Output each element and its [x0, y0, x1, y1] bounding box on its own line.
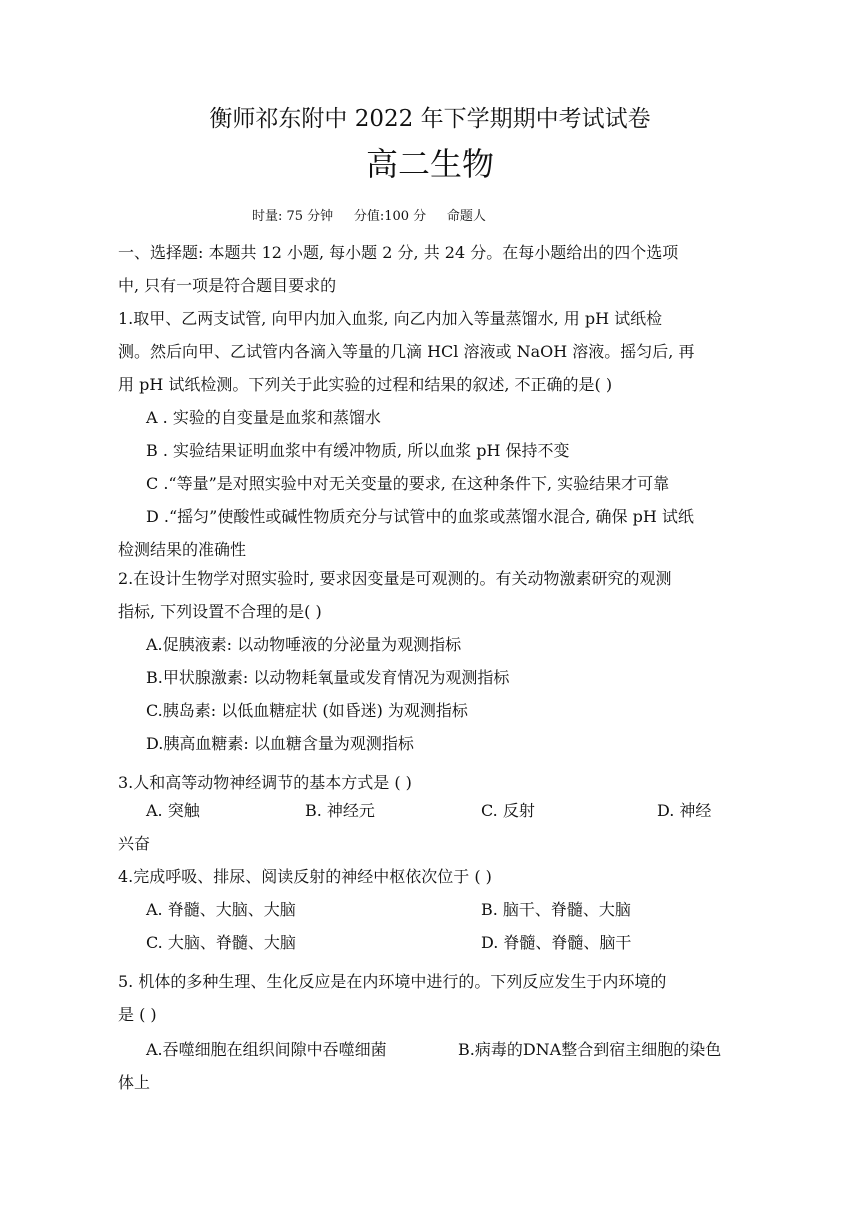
q3-option-d: D. 神经: [657, 801, 712, 820]
section-instructions-line-2: 中, 只有一项是符合题目要求的: [118, 276, 337, 295]
q4-option-c: C. 大脑、脊髓、大脑: [146, 933, 296, 952]
exam-meta-info: 时量: 75 分钟 分值:100 分 命题人: [252, 209, 486, 224]
q5-stem-line-1: 5. 机体的多种生理、生化反应是在内环境中进行的。下列反应发生于内环境的: [118, 972, 667, 991]
q2-option-c: C.胰岛素: 以低血糖症状 (如昏迷) 为观测指标: [146, 701, 468, 720]
q3-option-c: C. 反射: [481, 801, 535, 820]
q4-option-a: A. 脊髓、大脑、大脑: [146, 900, 296, 919]
q1-stem-line-3: 用 pH 试纸检测。下列关于此实验的过程和结果的叙述, 不正确的是( ): [118, 375, 613, 394]
q2-option-d: D.胰高血糖素: 以血糖含量为观测指标: [146, 734, 414, 753]
q5-option-b-wrap: 体上: [118, 1073, 151, 1092]
q3-stem: 3.人和高等动物神经调节的基本方式是 ( ): [118, 773, 412, 792]
q1-option-d-line-1: D .“摇匀”使酸性或碱性物质充分与试管中的血浆或蒸馏水混合, 确保 pH 试纸: [146, 507, 694, 526]
subject-title: 高二生物: [365, 145, 494, 183]
q1-option-b: B . 实验结果证明血浆中有缓冲物质, 所以血浆 pH 保持不变: [146, 441, 570, 460]
q3-option-b: B. 神经元: [305, 801, 375, 820]
exam-title: 衡师祁东附中 2022 年下学期期中考试试卷: [209, 106, 651, 132]
section-instructions-line-1: 一、选择题: 本题共 12 小题, 每小题 2 分, 共 24 分。在每小题给出的四个选项: [118, 243, 679, 262]
q4-stem: 4.完成呼吸、排尿、阅读反射的神经中枢依次位于 ( ): [118, 867, 492, 886]
q4-option-d: D. 脊髓、脊髓、脑干: [481, 933, 632, 952]
q5-stem-line-2: 是 ( ): [118, 1005, 157, 1024]
q5-option-b: B.病毒的DNA整合到宿主细胞的染色: [458, 1040, 722, 1059]
q1-option-c: C .“等量”是对照实验中对无关变量的要求, 在这种条件下, 实验结果才可靠: [146, 474, 670, 493]
q1-option-a: A . 实验的自变量是血浆和蒸馏水: [146, 408, 381, 427]
q2-stem-line-2: 指标, 下列设置不合理的是( ): [118, 602, 322, 621]
q4-option-b: B. 脑干、脊髓、大脑: [481, 900, 631, 919]
q2-option-a: A.促胰液素: 以动物唾液的分泌量为观测指标: [146, 635, 462, 654]
q3-option-a: A. 突触: [146, 801, 200, 820]
q2-option-b: B.甲状腺激素: 以动物耗氧量或发育情况为观测指标: [146, 668, 510, 687]
q3-option-d-wrap: 兴奋: [118, 834, 151, 853]
q5-option-a: A.吞噬细胞在组织间隙中吞噬细菌: [146, 1040, 387, 1059]
q2-stem-line-1: 2.在设计生物学对照实验时, 要求因变量是可观测的。有关动物激素研究的观测: [118, 569, 672, 588]
q1-stem-line-2: 测。然后向甲、乙试管内各滴入等量的几滴 HCl 溶液或 NaOH 溶液。摇匀后, 再: [118, 342, 695, 361]
q1-stem-line-1: 1.取甲、乙两支试管, 向甲内加入血浆, 向乙内加入等量蒸馏水, 用 pH 试纸检: [118, 309, 663, 328]
q1-option-d-line-2: 检测结果的准确性: [118, 540, 247, 559]
